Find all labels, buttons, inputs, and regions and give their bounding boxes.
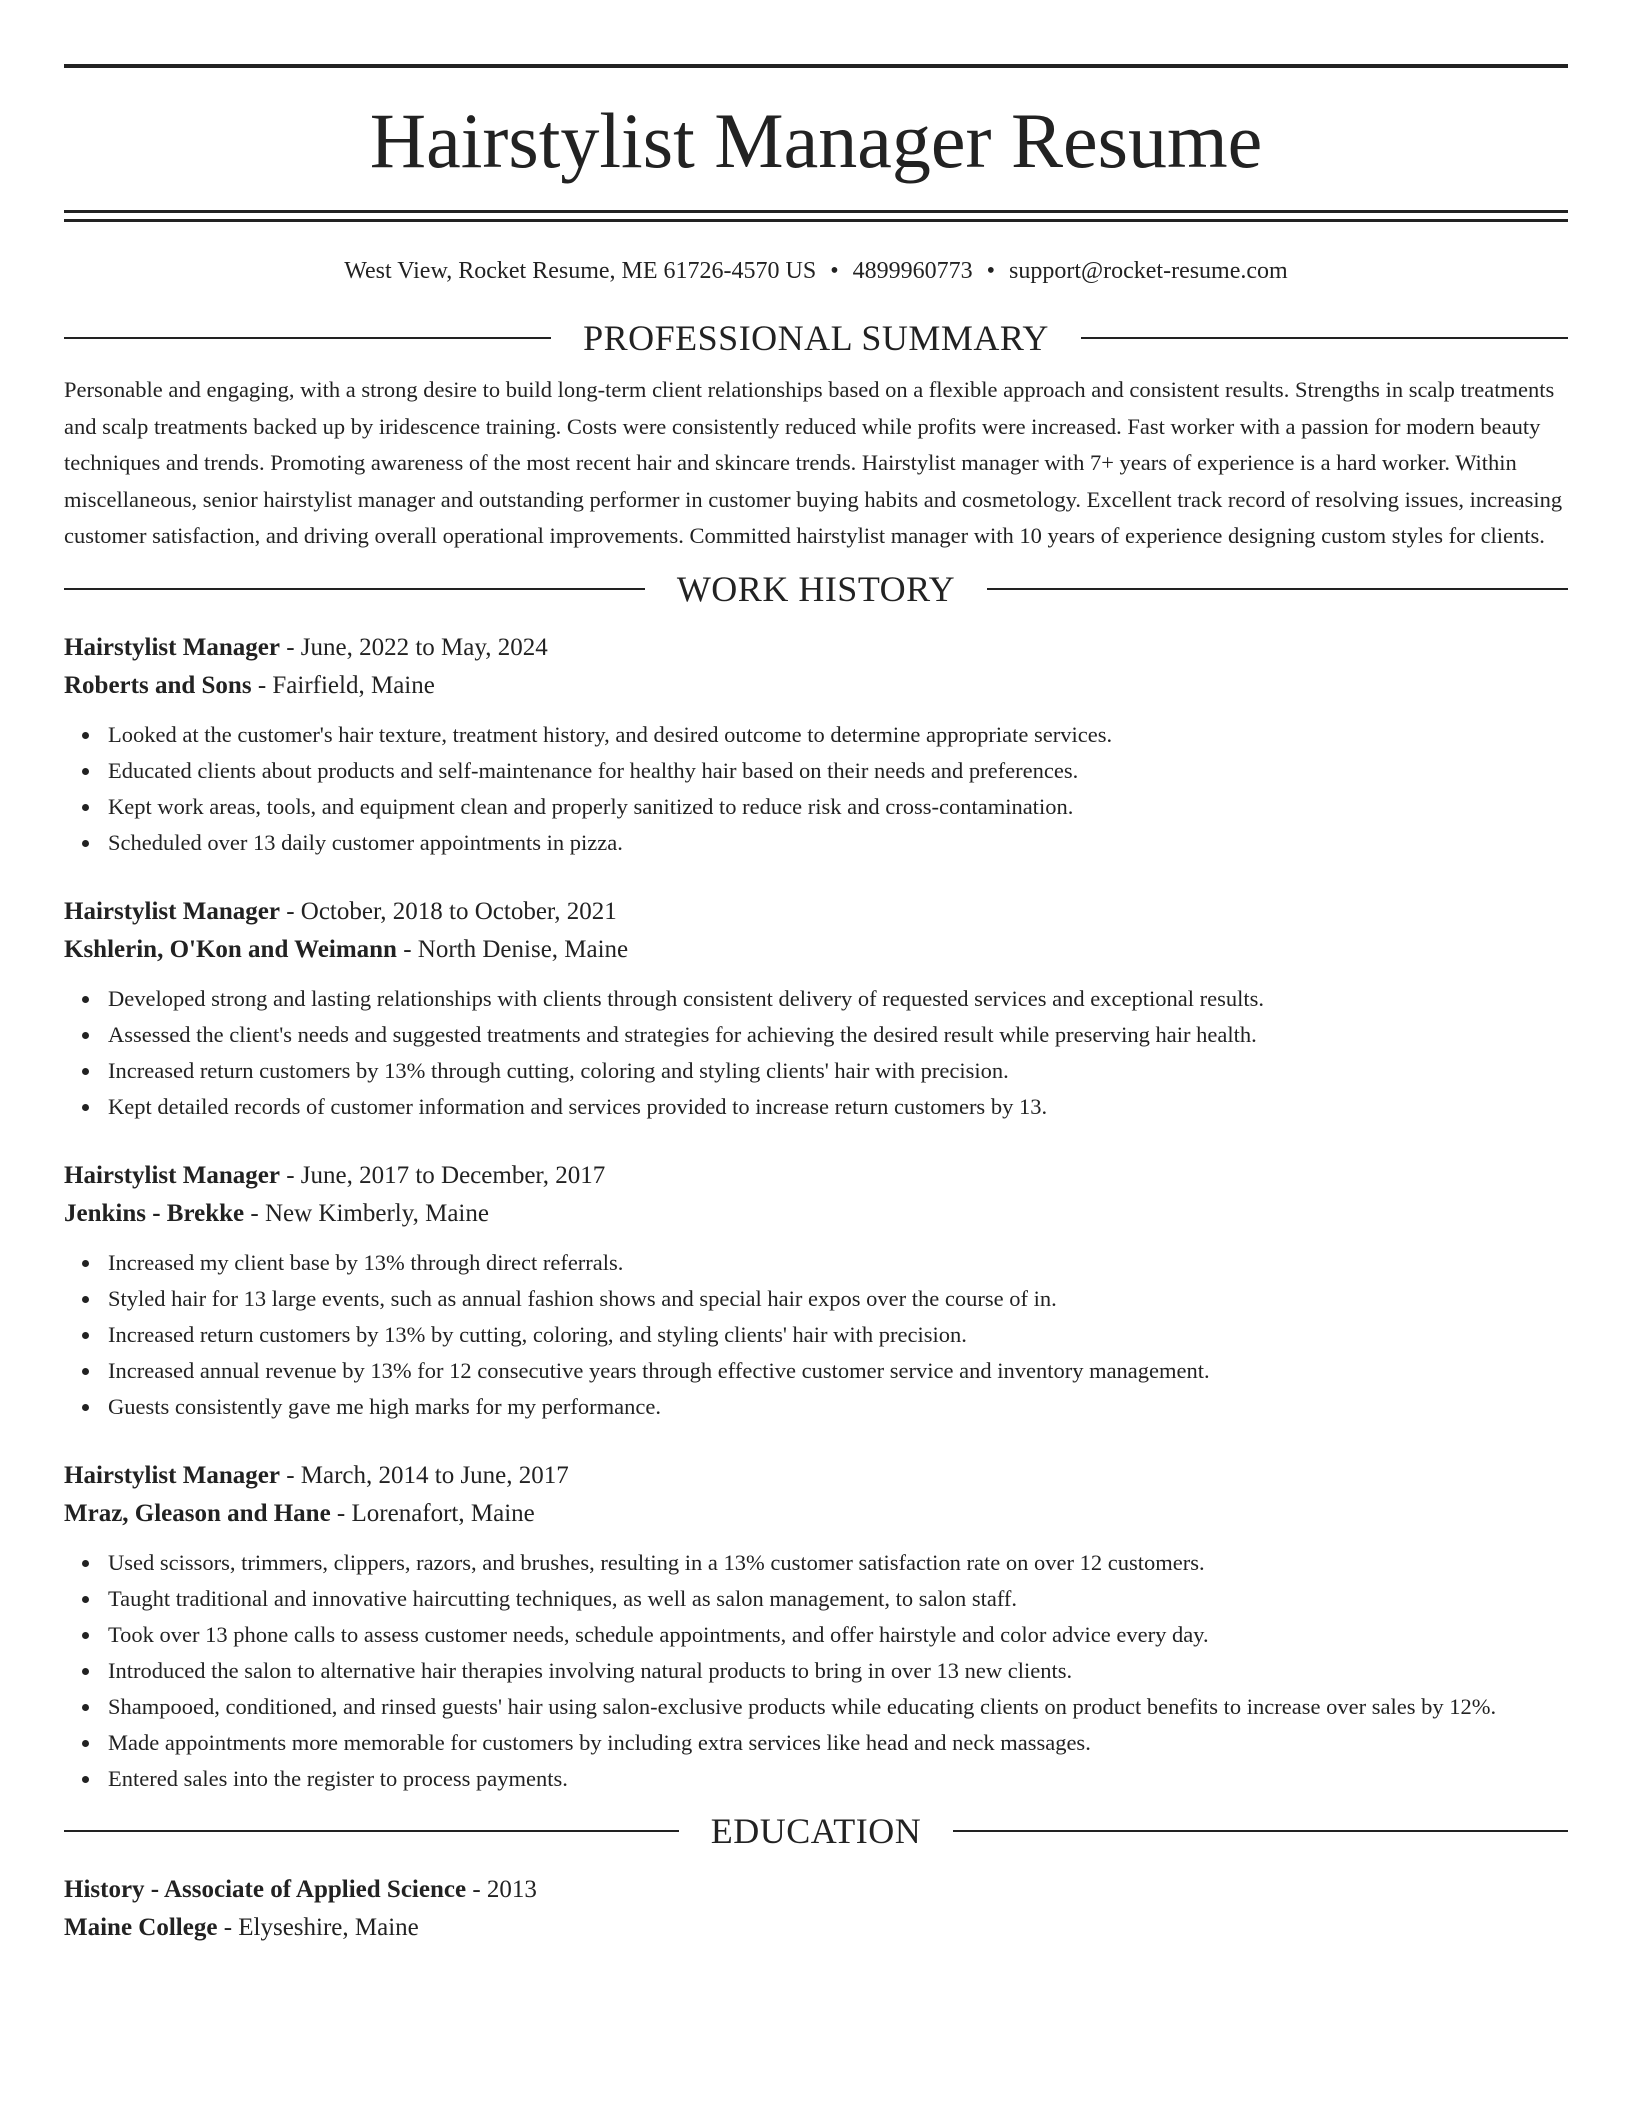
job-bullet: Guests consistently gave me high marks for my performance.: [108, 1389, 1568, 1425]
summary-paragraph: Personable and engaging, with a strong desire to build long-term client relationships based on a flexible approach and consistent results. Strengths in scalp treatments and scalp treatments backed up by iridescence training. Costs were consistently reduced while profits were increased. Fast worker with a passion for modern beauty techniques and trends. Promoting awareness of the most recent hair and skincare trends. Hairstylist manager with 7+ years of experience is a hard worker. Within miscellaneous, senior hairstylist manager and outstanding performer in customer buying habits and cosmetology. Excellent track record of resolving issues, increasing customer satisfaction, and driving overall operational improvements. Committed hairstylist manager with 10 years of experience designing custom styles for clients.: [64, 377, 1563, 548]
job-bullet: Looked at the customer's hair texture, treatment history, and desired outcome to determine appropriate services.: [108, 717, 1568, 753]
job-dates: - October, 2018 to October, 2021: [279, 897, 617, 925]
job-bullet: Scheduled over 13 daily customer appointments in pizza.: [108, 825, 1568, 861]
title-block: [64, 64, 1568, 222]
job-company-line: [64, 931, 1568, 969]
job-location: - Lorenafort, Maine: [330, 1499, 535, 1527]
job-entry: [64, 1457, 1568, 1797]
job-bullet: Increased annual revenue by 13% for 12 consecutive years through effective customer service and inventory management.: [108, 1353, 1568, 1389]
education-entry: [64, 1871, 1568, 1947]
section-heading-work: [64, 568, 1568, 609]
job-location: - New Kimberly, Maine: [244, 1199, 489, 1227]
job-title: Hairstylist Manager: [64, 633, 280, 661]
education-degree-line: [64, 1871, 1568, 1909]
education-school: Maine College: [64, 1913, 218, 1941]
job-title-line: [64, 1457, 1568, 1495]
resume-page: [64, 64, 1568, 1947]
heading-rule-left: [64, 1830, 679, 1832]
job-bullet: Entered sales into the register to process payments.: [108, 1761, 1568, 1797]
job-entry: [64, 893, 1568, 1125]
contact-separator: •: [986, 258, 996, 284]
contact-line: [64, 256, 1568, 286]
job-location: - North Denise, Maine: [396, 935, 629, 963]
job-bullet: Increased return customers by 13% by cutting, coloring, and styling clients' hair with precision.: [108, 1317, 1568, 1353]
heading-rule-right: [953, 1830, 1568, 1832]
job-bullet: Educated clients about products and self-maintenance for healthy hair based on their needs and preferences.: [108, 753, 1568, 789]
job-company: Roberts and Sons: [64, 671, 252, 699]
heading-rule-right: [987, 588, 1568, 590]
education-location: - Elyseshire, Maine: [217, 1913, 419, 1941]
contact-email: support@rocket-resume.com: [1009, 258, 1288, 284]
job-dates: - March, 2014 to June, 2017: [279, 1461, 569, 1489]
job-bullet: Styled hair for 13 large events, such as annual fashion shows and special hair expos over the course of in.: [108, 1281, 1568, 1317]
job-bullet: Introduced the salon to alternative hair therapies involving natural products to bring in over 13 new clients.: [108, 1653, 1568, 1689]
section-title: EDUCATION: [710, 1810, 922, 1851]
section-title: PROFESSIONAL SUMMARY: [583, 318, 1049, 358]
job-title-line: [64, 629, 1568, 667]
education-degree: History - Associate of Applied Science: [64, 1875, 467, 1903]
heading-rule-left: [64, 588, 645, 590]
job-title: Hairstylist Manager: [64, 1161, 280, 1189]
job-bullet: Increased return customers by 13% through cutting, coloring and styling clients' hair with precision.: [108, 1053, 1568, 1089]
education-school-line: [64, 1909, 1568, 1947]
job-bullet: Developed strong and lasting relationships with clients through consistent delivery of requested services and exceptional results.: [108, 981, 1568, 1017]
section-heading-education: [64, 1810, 1568, 1851]
job-title-line: [64, 1157, 1568, 1195]
job-bullets: [64, 1545, 1568, 1797]
job-company: Mraz, Gleason and Hane: [64, 1499, 331, 1527]
section-title: WORK HISTORY: [676, 568, 956, 609]
section-heading-summary: [64, 320, 1568, 356]
job-company-line: [64, 1195, 1568, 1233]
title-divider-top: [64, 210, 1568, 213]
job-company: Kshlerin, O'Kon and Weimann: [64, 935, 397, 963]
job-location: - Fairfield, Maine: [251, 671, 435, 699]
heading-rule-left: [64, 337, 551, 339]
job-dates: - June, 2017 to December, 2017: [279, 1161, 606, 1189]
education-year: - 2013: [466, 1875, 537, 1903]
job-title: Hairstylist Manager: [64, 1461, 280, 1489]
job-bullets: [64, 717, 1568, 861]
job-bullets: [64, 981, 1568, 1125]
job-bullet: Increased my client base by 13% through direct referrals.: [108, 1245, 1568, 1281]
contact-separator: •: [830, 258, 839, 284]
job-title-line: [64, 893, 1568, 931]
heading-rule-right: [1081, 337, 1568, 339]
job-bullet: Kept detailed records of customer information and services provided to increase return customers by 13.: [108, 1089, 1568, 1125]
job-bullet: Assessed the client's needs and suggested treatments and strategies for achieving the desired result while preserving hair health.: [108, 1017, 1568, 1053]
contact-phone: 4899960773: [852, 258, 973, 284]
job-bullet: Took over 13 phone calls to assess customer needs, schedule appointments, and offer hairstyle and color advice every day.: [108, 1617, 1568, 1653]
job-company-line: [64, 667, 1568, 705]
job-dates: - June, 2022 to May, 2024: [279, 633, 548, 661]
job-company: Jenkins - Brekke: [64, 1199, 245, 1227]
contact-address: West View, Rocket Resume, ME 61726-4570 US: [344, 258, 817, 284]
job-company-line: [64, 1495, 1568, 1533]
title-divider-bottom: [64, 219, 1568, 222]
job-title: Hairstylist Manager: [64, 897, 280, 925]
page-title: Hairstylist Manager Resume: [369, 97, 1263, 184]
job-bullet: Used scissors, trimmers, clippers, razors, and brushes, resulting in a 13% customer satisfaction rate on over 12 customers.: [108, 1545, 1568, 1581]
job-entry: [64, 629, 1568, 861]
job-bullet: Made appointments more memorable for customers by including extra services like head and neck massages.: [108, 1725, 1568, 1761]
job-bullet: Shampooed, conditioned, and rinsed guests' hair using salon-exclusive products while educating clients on product benefits to increase over sales by 12%.: [108, 1689, 1568, 1725]
job-bullet: Taught traditional and innovative haircutting techniques, as well as salon management, to salon staff.: [108, 1581, 1568, 1617]
job-bullets: [64, 1245, 1568, 1425]
job-bullet: Kept work areas, tools, and equipment clean and properly sanitized to reduce risk and cross-contamination.: [108, 789, 1568, 825]
job-entry: [64, 1157, 1568, 1425]
